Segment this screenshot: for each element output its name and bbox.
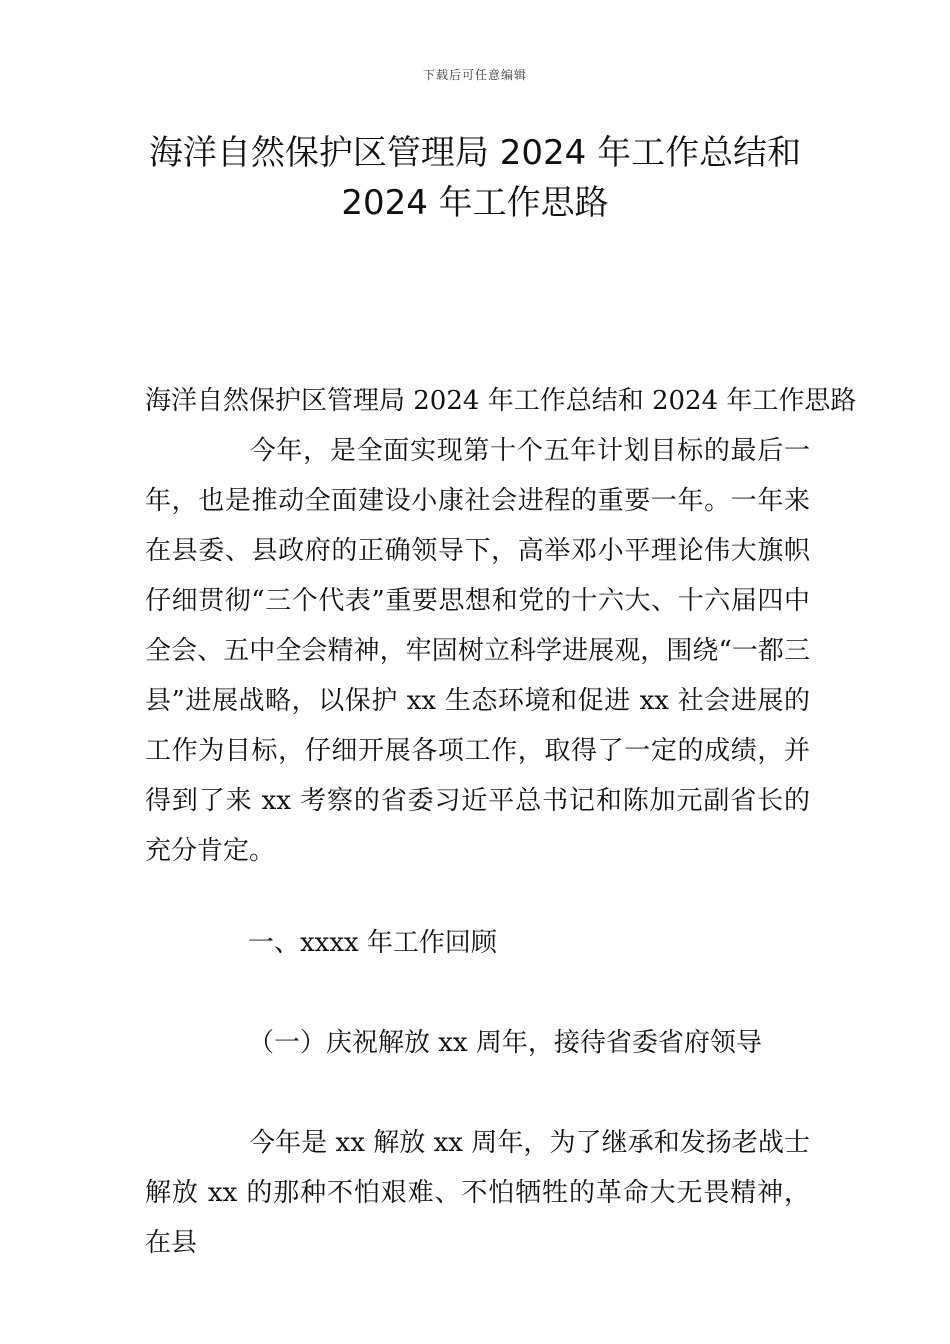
- document-title-line-2: 2024 年工作思路: [341, 183, 609, 223]
- section-paragraph: [145, 1118, 810, 1268]
- intro-paragraph-text: 今年，是全面实现第十个五年计划目标的最后一年，也是推动全面建设小康社会进程的重要一年。一年来在县委、县政府的正确领导下，高举邓小平理论伟大旗帜仔细贯彻“三个代表”重要思想和党的十六大、十六届四中全会、五中全会精神，牢固树立科学进展观，围绕“一都三县”进展战略，以保护 xx 生态环境和促进 xx 社会进展的工作为目标，仔细开展各项工作，取得了一定的成绩，并得到了来 xx 考察的省委习近平总书记和陈加元副省长的充分肯定。: [145, 436, 810, 866]
- body-subtitle: 海洋自然保护区管理局 2024 年工作总结和 2024 年工作思路: [145, 386, 857, 416]
- subsection-heading: （一）庆祝解放 xx 周年，接待省委省府领导: [248, 1028, 762, 1058]
- intro-paragraph: [145, 426, 810, 876]
- document-title: [100, 128, 850, 228]
- header-note: 下载后可任意编辑: [422, 68, 527, 82]
- section-paragraph-text: 今年是 xx 解放 xx 周年，为了继承和发扬老战士解放 xx 的那种不怕艰难、不怕牺牲的革命大无畏精神，在县: [145, 1128, 810, 1258]
- section-heading: 一、xxxx 年工作回顾: [248, 928, 497, 958]
- document-title-line-1: 海洋自然保护区管理局 2024 年工作总结和: [148, 133, 802, 173]
